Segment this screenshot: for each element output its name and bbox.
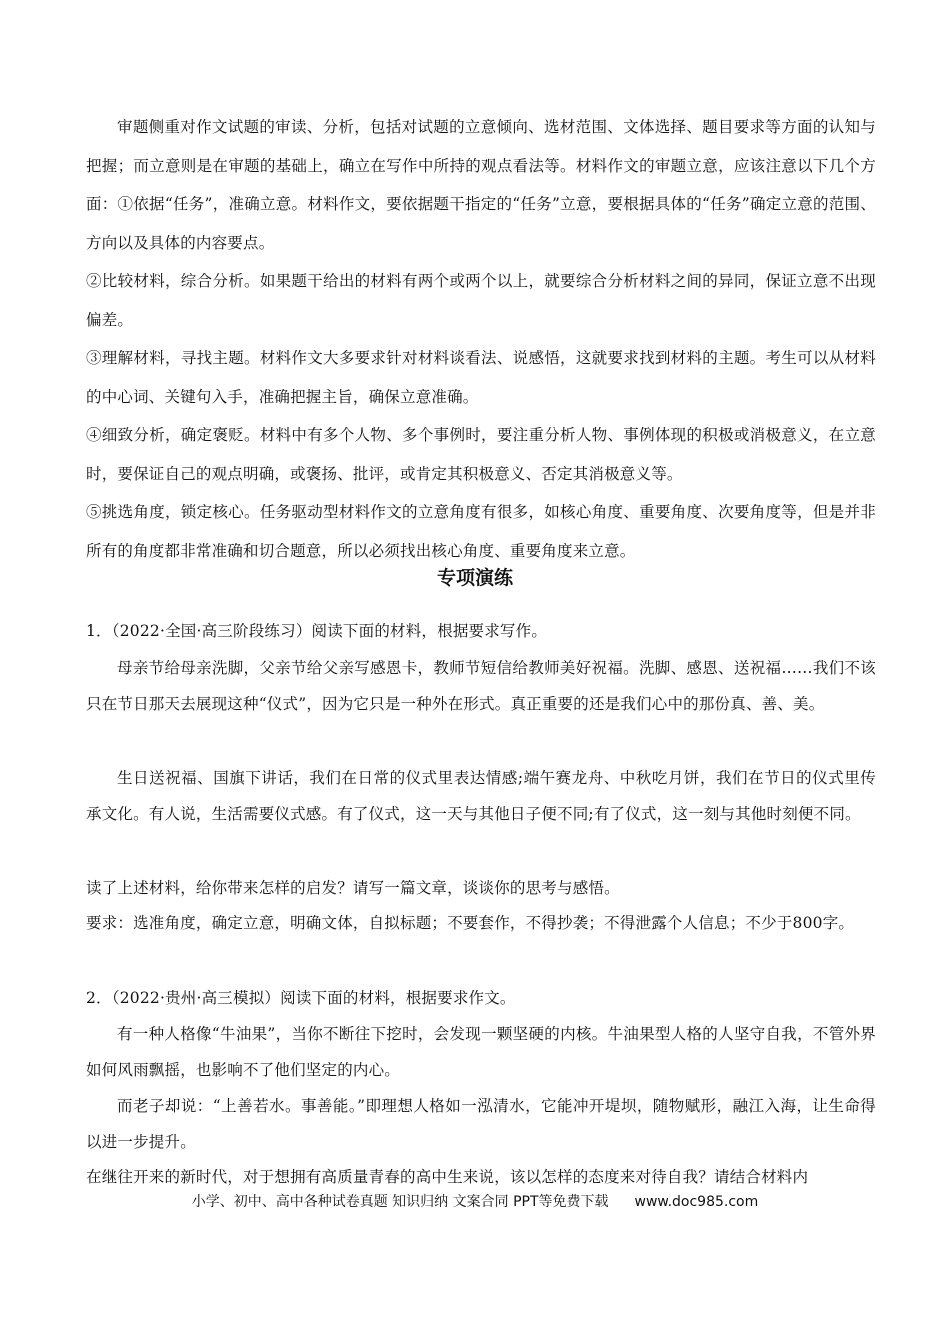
- intro-paragraph-2: ②比较材料，综合分析。如果题干给出的材料有两个或两个以上，就要综合分析材料之间的异同，保证立意不出现偏差。: [86, 272, 876, 329]
- question-2-material-2: 而老子却说：“上善若水。事善能。”即理想人格如一泓清水，它能冲开堤坝，随物赋形，融江入海，让生命得以进一步提升。: [86, 1097, 876, 1151]
- footer-text: 小学、初中、高中各种试卷真题 知识归纳 文案合同 PPT等免费下载: [191, 1194, 609, 1210]
- section-title: 专项演练: [436, 567, 513, 589]
- page-footer: [0, 1191, 950, 1211]
- intro-paragraph-3: ③理解材料，寻找主题。材料作文大多要求针对材料谈看法、说感悟，这就要求找到材料的主题。考生可以从材料的中心词、关键句入手，准确把握主旨，确保立意准确。: [86, 349, 876, 406]
- question-1-requirements: 要求：选准角度，确定立意，明确文体，自拟标题；不要套作，不得抄袭；不得泄露个人信息；不少于800字。: [86, 914, 855, 932]
- question-2-material-1: 有一种人格像“牛油果”，当你不断往下挖时，会发现一颗坚硬的内核。牛油果型人格的人坚守自我，不管外界如何风雨飘摇，也影响不了他们坚定的内心。: [86, 1025, 876, 1079]
- question-2-heading: 2．（2022·贵州·高三模拟）阅读下面的材料，根据要求作文。: [86, 989, 516, 1007]
- intro-paragraph-4: ④细致分析，确定褒贬。材料中有多个人物、多个事例时，要注重分析人物、事例体现的积极或消极意义，在立意时，要保证自己的观点明确，或褒扬、批评，或肯定其积极意义、否定其消极意义等。: [86, 426, 876, 483]
- question-1-prompt: 读了上述材料，给你带来怎样的启发？请写一篇文章，谈谈你的思考与感悟。: [86, 879, 620, 897]
- intro-paragraph-5: ⑤挑选角度，锁定核心。任务驱动型材料作文的立意角度有很多，如核心角度、重要角度、次要角度等，但是并非所有的角度都非常准确和切合题意，所以必须找出核心角度、重要角度来立意。: [86, 503, 876, 560]
- question-2-prompt: 在继往开来的新时代，对于想拥有高质量青春的高中生来说，该以怎样的态度来对待自我？请结合材料内: [86, 1168, 809, 1186]
- question-1-material-1: 母亲节给母亲洗脚，父亲节给父亲写感恩卡，教师节短信给教师美好祝福。洗脚、感恩、送祝福……我们不该只在节日那天去展现这种“仪式”，因为它只是一种外在形式。真正重要的还是我们心中的那份真、善、美。: [86, 659, 876, 713]
- footer-url[interactable]: www.doc985.com: [634, 1194, 759, 1210]
- intro-paragraph-1: 审题侧重对作文试题的审读、分析，包括对试题的立意倾向、选材范围、文体选择、题目要求等方面的认知与把握；而立意则是在审题的基础上，确立在写作中所持的观点看法等。材料作文的审题立意，应该注意以下几个方面：①依据“任务”，准确立意。材料作文，要依据题干指定的“任务”立意，要根据具体的“任务”确定立意的范围、方向以及具体的内容要点。: [86, 118, 876, 252]
- question-1-material-2: 生日送祝福、国旗下讲话，我们在日常的仪式里表达情感;端午赛龙舟、中秋吃月饼，我们在节日的仪式里传承文化。有人说，生活需要仪式感。有了仪式，这一天与其他日子便不同;有了仪式，这一刻与其他时刻便不同。: [86, 769, 876, 823]
- question-1-heading: 1．（2022·全国·高三阶段练习）阅读下面的材料，根据要求写作。: [86, 622, 548, 640]
